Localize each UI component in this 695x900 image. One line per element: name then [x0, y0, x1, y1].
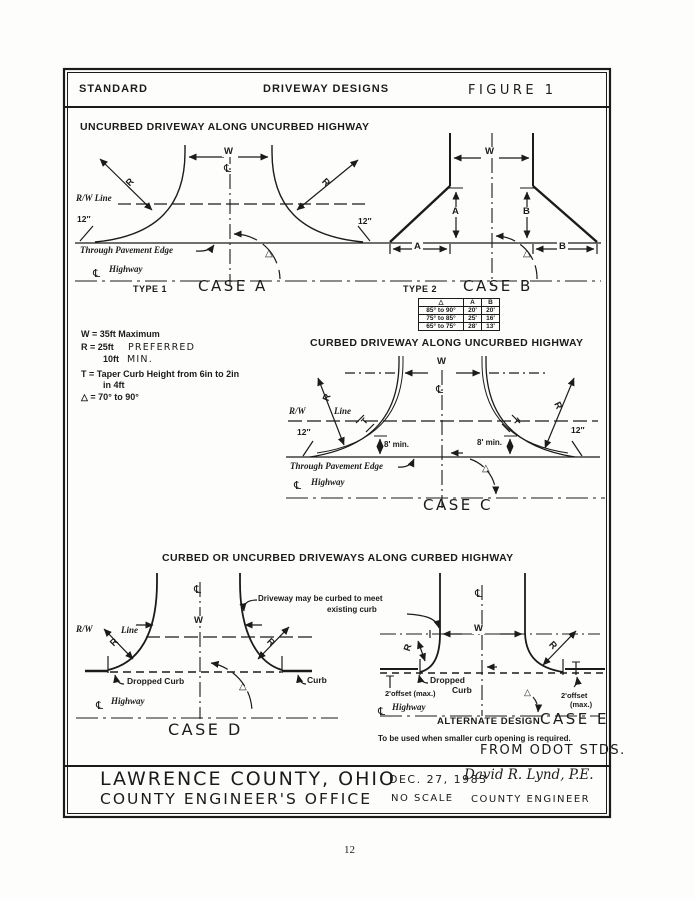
case-d-dropped-curb-label: Dropped Curb	[127, 676, 185, 686]
case-c-12in-right: 12″	[571, 425, 585, 435]
case-a-radius-left-label: R	[123, 176, 137, 189]
table-header-b: B	[482, 299, 500, 307]
table-cell: 75° to 85°	[419, 315, 464, 323]
case-a-angle-symbol: △	[265, 248, 273, 259]
case-d-title: CASE D	[168, 720, 243, 739]
case-b-type-label: TYPE 2	[403, 284, 438, 294]
case-e-offset-right-label: 2'offset	[561, 691, 588, 700]
case-c-line-label: Line	[334, 406, 351, 416]
case-e-radius-left-label: R	[401, 642, 415, 653]
case-b-title: CASE B	[463, 277, 533, 295]
case-c-highway-label: Highway	[311, 477, 345, 487]
case-d-line-label: Line	[121, 625, 138, 635]
page-number: 12	[344, 844, 355, 856]
case-d-curb-label: Curb	[307, 675, 327, 685]
case-b-b-horizontal-label: B	[559, 241, 566, 252]
case-a-12in-right: 12″	[358, 216, 372, 226]
case-a-radius-right-label: R	[319, 176, 332, 189]
titleblock-engineer-title: COUNTY ENGINEER	[471, 794, 591, 805]
case-d-radius-left-label: R	[107, 636, 121, 649]
case-c-title: CASE C	[423, 496, 493, 514]
note-r-min: MIN.	[127, 354, 153, 365]
titleblock-date: DEC. 27, 1983	[389, 773, 488, 786]
case-c-8min-left: 8' min.	[384, 440, 410, 449]
table-cell: 28'	[464, 323, 482, 331]
case-b-a-vertical-label: A	[452, 206, 459, 217]
titlebar-standard: STANDARD	[79, 83, 148, 95]
titleblock-office: COUNTY ENGINEER'S OFFICE	[100, 790, 372, 808]
case-c-rw-label: R/W	[289, 406, 306, 416]
case-e-w-label: W	[474, 623, 483, 634]
case-a-12in-left: 12″	[77, 214, 91, 224]
odot-source-note: FROM ODOT STDS.	[480, 743, 626, 758]
titleblock-county: LAWRENCE COUNTY, OHIO	[100, 768, 396, 790]
case-b-angle-symbol: △	[523, 248, 531, 259]
sheet-frame	[64, 69, 610, 817]
case-c-pavement-edge-label: Through Pavement Edge	[290, 461, 384, 471]
alternate-design-label: ALTERNATE DESIGN	[437, 716, 541, 727]
case-c-highway-centerline-symbol: ℄	[294, 479, 302, 492]
case-d-centerline-symbol: ℄	[194, 583, 202, 596]
case-d-w-label: W	[194, 615, 203, 626]
case-e-dropped-label: Dropped	[430, 675, 465, 685]
case-c-radius-left-label: R	[320, 392, 334, 403]
case-c-centerline-symbol: ℄	[436, 383, 444, 396]
note-r-preferred: PREFERRED	[128, 342, 196, 353]
note-r-min-value: 10ft	[103, 354, 120, 364]
case-a-type-label: TYPE 1	[133, 284, 168, 294]
case-d-highway-centerline-symbol: ℄	[96, 699, 104, 712]
case-c-12in-left: 12″	[297, 427, 311, 437]
case-e-title: CASE E	[540, 710, 609, 728]
table-header-a: A	[464, 299, 482, 307]
engineer-signature: David R. Lynd, P.E.	[464, 767, 594, 783]
section2-heading: CURBED DRIVEWAY ALONG UNCURBED HIGHWAY	[310, 337, 584, 349]
case-c-angle-symbol: △	[482, 463, 490, 474]
case-c-taper-right-label: T	[511, 415, 523, 427]
section1-heading: UNCURBED DRIVEWAY ALONG UNCURBED HIGHWAY	[80, 121, 370, 133]
table-row	[419, 315, 500, 323]
note-angle-range: △ = 70° to 90°	[81, 392, 139, 402]
case-c-w-label: W	[437, 356, 446, 367]
case-e-centerline-symbol: ℄	[475, 587, 483, 600]
table-cell: 65° to 75°	[419, 323, 464, 331]
case-d-rw-label: R/W	[76, 624, 93, 634]
table-row	[419, 323, 500, 331]
case-e-curb-label: Curb	[452, 685, 472, 695]
table-cell: 85° to 90°	[419, 307, 464, 315]
case-a-w-label: W	[224, 146, 233, 157]
case-b-a-horizontal-label: A	[414, 241, 421, 252]
case-a-rw-line-label: R/W Line	[76, 193, 112, 203]
case-c-8min-right: 8' min.	[477, 438, 503, 447]
note-r-value: R = 25ft	[81, 342, 114, 352]
titlebar-center: DRIVEWAY DESIGNS	[263, 83, 390, 95]
case-a-centerline-symbol: ℄	[224, 162, 232, 175]
case-a-title: CASE A	[198, 277, 268, 295]
case-c-taper-left-label: T	[358, 415, 370, 427]
case-a-highway-label: Highway	[109, 264, 143, 274]
case-e-offset-right-max-label: (max.)	[570, 700, 593, 709]
table-cell: 20'	[464, 307, 482, 315]
case-e-highway-label: Highway	[392, 702, 426, 712]
callout-line2: existing curb	[327, 605, 377, 614]
case-d-angle-symbol: △	[239, 681, 247, 692]
case-d-radius-right-label: R	[264, 636, 277, 649]
callout-line1: Driveway may be curbed to meet	[258, 594, 383, 603]
case-a-highway-centerline-symbol: ℄	[93, 267, 101, 280]
case-a-pavement-edge-label: Through Pavement Edge	[80, 245, 174, 255]
case-e-highway-centerline-symbol: ℄	[378, 705, 386, 718]
table-cell: 25'	[464, 315, 482, 323]
note-w: W = 35ft Maximum	[81, 329, 160, 339]
case-b-dimension-table	[418, 298, 500, 331]
case-b-b-vertical-label: B	[523, 206, 530, 217]
table-cell: 13'	[482, 323, 500, 331]
figure-number: FIGURE 1	[468, 83, 557, 98]
case-e-usage-note: To be used when smaller curb opening is required.	[378, 734, 571, 743]
case-b-w-label: W	[485, 146, 494, 157]
table-row	[419, 307, 500, 315]
titleblock-scale: NO SCALE	[391, 793, 454, 804]
case-c-radius-right-label: R	[551, 400, 565, 412]
case-e-offset-left-label: 2'offset (max.)	[385, 689, 436, 698]
table-header-angle: △	[419, 299, 464, 307]
note-taper-2: in 4ft	[103, 380, 125, 390]
section3-heading: CURBED OR UNCURBED DRIVEWAYS ALONG CURBED HIGHWAY	[162, 552, 514, 564]
table-cell: 16'	[482, 315, 500, 323]
case-d-highway-label: Highway	[111, 696, 145, 706]
case-e-radius-right-label: R	[546, 639, 559, 652]
case-e-angle-symbol: △	[524, 687, 531, 697]
table-cell: 20'	[482, 307, 500, 315]
note-taper: T = Taper Curb Height from 6in to 2in	[81, 369, 240, 379]
